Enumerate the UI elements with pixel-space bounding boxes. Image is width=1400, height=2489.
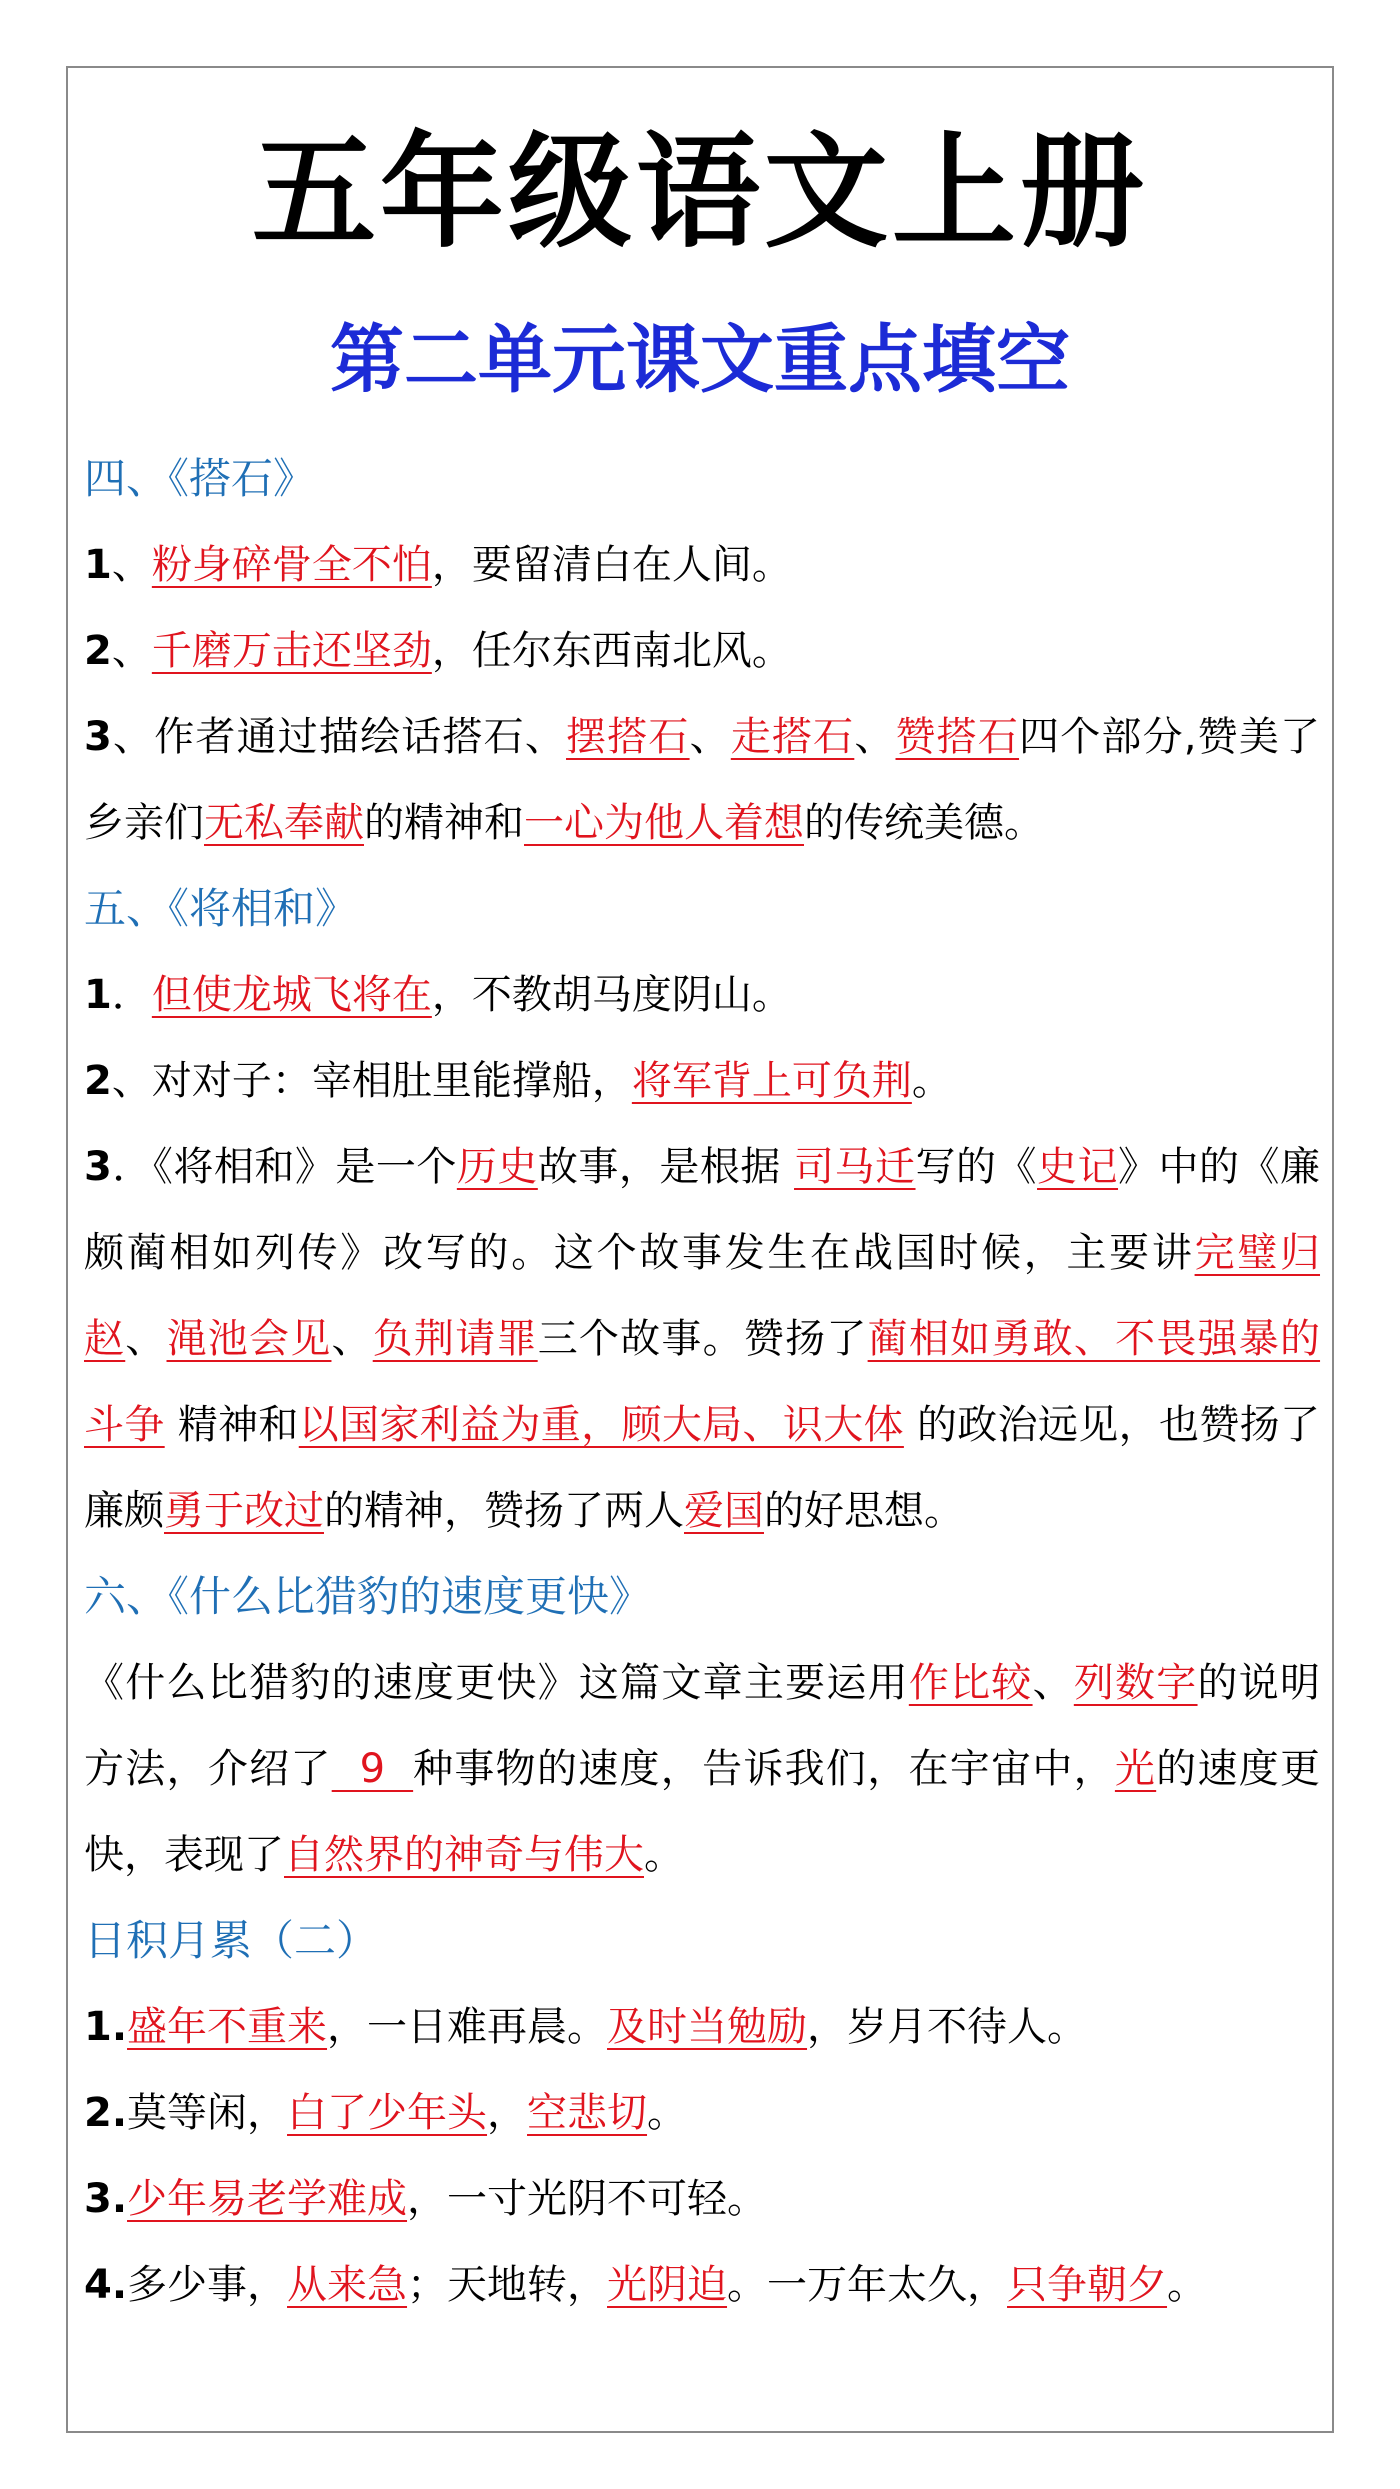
answer: 无私奉献 xyxy=(204,800,364,846)
answer: 勇于改过 xyxy=(164,1488,324,1534)
text: 的精神，赞扬了两人 xyxy=(324,1488,684,1534)
separator: 、 xyxy=(111,628,152,674)
text: 莫等闲， xyxy=(127,2090,288,2136)
item-number: 3. xyxy=(84,2176,128,2222)
item-number: 1 xyxy=(84,542,112,588)
answer: 赞搭石 xyxy=(895,714,1020,760)
text: 故事，是根据 xyxy=(537,1144,795,1190)
text: 。 xyxy=(644,1832,684,1878)
section-heading-cheetah: 六、《什么比猎豹的速度更快》 xyxy=(84,1572,652,1621)
text: 多少事， xyxy=(127,2262,288,2308)
text: 的速度更快，表现了 xyxy=(84,1746,1321,1878)
text: 》中的《廉颇蔺相如列传》改写的。这个故事发生在战国时候，主要讲 xyxy=(84,1144,1321,1276)
page-subtitle: 第二单元课文重点填空 xyxy=(330,317,1070,403)
section-heading-jiangxianghe: 五、《将相和》 xyxy=(84,884,358,933)
answer: 摆搭石 xyxy=(566,714,690,760)
answer: 只争朝夕 xyxy=(1007,2262,1168,2308)
text: 三个故事。赞扬了 xyxy=(537,1316,868,1362)
item-paragraph xyxy=(84,1124,1320,1554)
answer: 负荆请罪 xyxy=(372,1316,538,1362)
text: 的政治远见，也赞扬了廉颇 xyxy=(84,1402,1321,1534)
text: 的精神和 xyxy=(364,800,524,846)
text: 。 xyxy=(1167,2262,1208,2308)
text: 《什么比猎豹的速度更快》这篇文章主要运用 xyxy=(84,1660,909,1706)
answer: 9 xyxy=(331,1746,414,1792)
item-paragraph xyxy=(84,694,1320,866)
text: ，一寸光阴不可轻。 xyxy=(407,2176,768,2222)
answer: 渑池会见 xyxy=(166,1316,332,1362)
item-line xyxy=(84,522,1324,608)
item-number: 2. xyxy=(84,2090,128,2136)
answer: 司马迁 xyxy=(794,1144,916,1190)
answer: 将军背上可负荆 xyxy=(631,1058,912,1104)
answer: 完璧归赵 xyxy=(84,1230,1321,1362)
answer: 千磨万击还坚劲 xyxy=(151,628,432,674)
item-number: 3 xyxy=(84,714,112,760)
text: 四个部分,赞美了乡亲们 xyxy=(84,714,1321,846)
answer: 爱国 xyxy=(684,1488,764,1534)
item-number: 2 xyxy=(84,628,112,674)
text: 的好思想。 xyxy=(764,1488,964,1534)
text: ，要留清白在人间。 xyxy=(431,542,792,588)
item-number: 1. xyxy=(84,2004,128,2050)
text: 种事物的速度，告诉我们，在宇宙中， xyxy=(413,1746,1115,1792)
page-title: 五年级语文上册 xyxy=(251,120,1148,265)
answer: 走搭石 xyxy=(730,714,855,760)
text: ．《将相和》是一个 xyxy=(111,1144,457,1190)
text: ，任尔东西南北风。 xyxy=(431,628,792,674)
item-line xyxy=(84,2070,1324,2156)
item-number: 1 xyxy=(84,972,112,1018)
separator: ． xyxy=(111,972,152,1018)
text: 写的《 xyxy=(915,1144,1038,1190)
answer: 自然界的神奇与伟大 xyxy=(284,1832,644,1878)
text: 、 xyxy=(854,714,896,760)
text: 、 xyxy=(689,714,731,760)
text: 、作者通过描绘话搭石、 xyxy=(111,714,567,760)
answer: 但使龙城飞将在 xyxy=(151,972,432,1018)
text: ；天地转， xyxy=(407,2262,608,2308)
item-number: 2 xyxy=(84,1058,112,1104)
item-line xyxy=(84,608,1324,694)
answer: 光阴迫 xyxy=(607,2262,728,2308)
answer: 及时当勉励 xyxy=(607,2004,808,2050)
text: 。 xyxy=(647,2090,688,2136)
text: 的传统美德。 xyxy=(804,800,1044,846)
text: 的说明方法，介绍了 xyxy=(84,1660,1321,1792)
answer: 从来急 xyxy=(287,2262,408,2308)
section-heading-dashi: 四、《搭石》 xyxy=(84,454,316,503)
text: ，岁月不待人。 xyxy=(807,2004,1088,2050)
answer: 蔺相如勇敢、不畏强暴的斗争 xyxy=(84,1316,1321,1448)
text: ， xyxy=(487,2090,528,2136)
text: ，不教胡马度阴山。 xyxy=(431,972,792,1018)
text: 、 xyxy=(125,1316,167,1362)
text: ，一日难再晨。 xyxy=(327,2004,608,2050)
answer: 白了少年头 xyxy=(287,2090,488,2136)
text: 。一万年太久， xyxy=(727,2262,1008,2308)
answer: 列数字 xyxy=(1073,1660,1198,1706)
answer: 光 xyxy=(1114,1746,1157,1792)
text: 精神和 xyxy=(164,1402,299,1448)
section-heading-riji: 日积月累（二） xyxy=(84,1916,379,1965)
answer: 作比较 xyxy=(908,1660,1033,1706)
text: 。 xyxy=(911,1058,952,1104)
answer: 一心为他人着想 xyxy=(524,800,804,846)
answer: 以国家利益为重，顾大局、识大体 xyxy=(298,1402,904,1448)
answer: 历史 xyxy=(456,1144,538,1190)
item-line xyxy=(84,952,1324,1038)
text: 、 xyxy=(1032,1660,1074,1706)
item-line xyxy=(84,2242,1324,2328)
item-paragraph xyxy=(84,1640,1320,1898)
answer: 史记 xyxy=(1037,1144,1119,1190)
answer: 少年易老学难成 xyxy=(127,2176,408,2222)
item-number: 3 xyxy=(84,1144,112,1190)
item-line xyxy=(84,1038,1324,1124)
separator: 、 xyxy=(111,542,152,588)
answer: 粉身碎骨全不怕 xyxy=(151,542,432,588)
item-line xyxy=(84,1984,1324,2070)
answer: 盛年不重来 xyxy=(127,2004,328,2050)
item-line xyxy=(84,2156,1324,2242)
text: 、对对子：宰相肚里能撑船， xyxy=(111,1058,632,1104)
item-number: 4. xyxy=(84,2262,128,2308)
content xyxy=(84,436,1324,2328)
text: 、 xyxy=(331,1316,373,1362)
answer: 空悲切 xyxy=(527,2090,648,2136)
